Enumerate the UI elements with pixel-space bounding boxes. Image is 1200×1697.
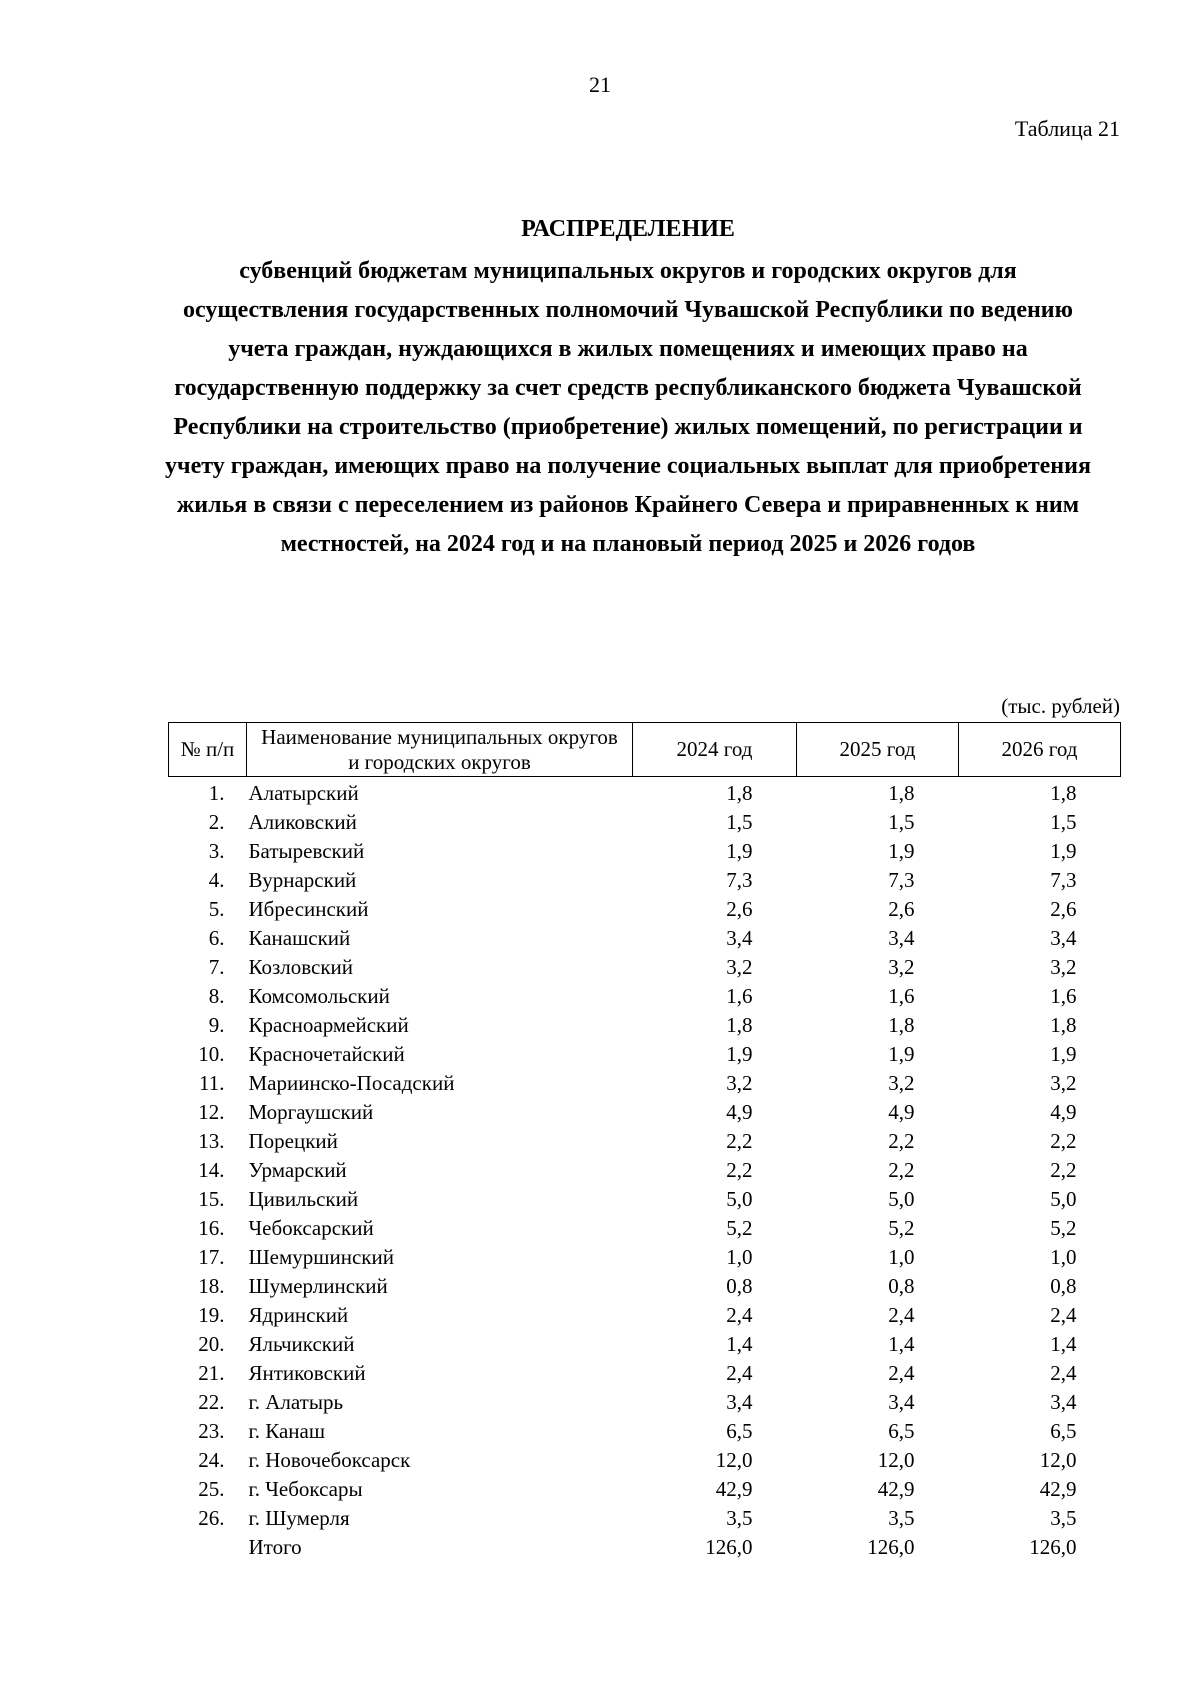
value-2025: 2,2	[888, 1129, 915, 1153]
row-number: 24.	[198, 1448, 225, 1472]
table-row	[169, 1156, 1121, 1185]
value-2026: 1,9	[1050, 1042, 1077, 1066]
value-2025: 6,5	[888, 1419, 915, 1443]
table-row	[169, 808, 1121, 837]
value-2024: 42,9	[715, 1477, 753, 1501]
value-2024: 5,0	[726, 1187, 753, 1211]
value-2026: 1,8	[1050, 1013, 1077, 1037]
row-number: 5.	[208, 897, 225, 921]
table-row	[169, 1011, 1121, 1040]
row-number: 26.	[198, 1506, 225, 1530]
value-2025: 1,8	[888, 781, 915, 805]
municipality-name: Комсомольский	[248, 984, 390, 1008]
row-number: 1.	[208, 781, 225, 805]
value-2026: 1,8	[1050, 781, 1077, 805]
row-number: 18.	[198, 1274, 225, 1298]
row-number: 3.	[208, 839, 225, 863]
document-subtitle: субвенций бюджетам муниципальных округов и городских округов для осуществления государственных полномочий Чувашской Республики по ведению учета граждан, нуждающихся в жилых помещениях и имеющих право на государственную поддержку за счет средств республиканского бюджета Чувашской Республики на строительство (приобретение) жилых помещений, по регистрации и учету граждан, имеющих право на получение социальных выплат для приобретения жилья в связи с переселением из районов Крайнего Севера и приравненных к ним местностей, на 2024 год и на плановый период 2025 и 2026 годов	[165, 258, 1091, 557]
municipality-name: Ядринский	[248, 1303, 349, 1327]
municipality-name: Ибресинский	[248, 897, 369, 921]
value-2024: 2,6	[726, 897, 753, 921]
value-2024: 1,8	[726, 1013, 753, 1037]
value-2025: 7,3	[888, 868, 915, 892]
value-2024: 1,5	[726, 810, 753, 834]
municipality-name: Красноармейский	[248, 1013, 409, 1037]
value-2025: 42,9	[877, 1477, 915, 1501]
value-2026: 12,0	[1039, 1448, 1077, 1472]
municipality-name: Вурнарский	[248, 868, 357, 892]
municipality-name: Канашский	[248, 926, 351, 950]
value-2026: 0,8	[1050, 1274, 1077, 1298]
value-2026: 5,0	[1050, 1187, 1077, 1211]
value-2025: 2,6	[888, 897, 915, 921]
value-2024: 0,8	[726, 1274, 753, 1298]
value-2024: 1,6	[726, 984, 753, 1008]
row-number: 16.	[198, 1216, 225, 1240]
value-2024: 3,4	[726, 926, 753, 950]
value-2025: 1,6	[888, 984, 915, 1008]
distribution-table	[168, 722, 1121, 1562]
row-number: 25.	[198, 1477, 225, 1501]
table-row	[169, 1330, 1121, 1359]
value-2025: 3,5	[888, 1506, 915, 1530]
table-row	[169, 895, 1121, 924]
table-label: Таблица 21	[1014, 116, 1120, 141]
municipality-name: Мариинско-Посадский	[248, 1071, 455, 1095]
table-body	[169, 777, 1121, 1563]
value-2026: 3,5	[1050, 1506, 1077, 1530]
value-2025: 1,0	[888, 1245, 915, 1269]
value-2024: 5,2	[726, 1216, 753, 1240]
municipality-name: Козловский	[248, 955, 354, 979]
value-2026: 1,6	[1050, 984, 1077, 1008]
row-number: 17.	[198, 1245, 225, 1269]
value-2024: 1,9	[726, 1042, 753, 1066]
document-title: РАСПРЕДЕЛЕНИЕ	[521, 216, 735, 242]
row-number: 12.	[198, 1100, 225, 1124]
value-2024: 3,4	[726, 1390, 753, 1414]
municipality-name: Батыревский	[248, 839, 365, 863]
municipality-name: Моргаушский	[248, 1100, 374, 1124]
table-row	[169, 982, 1121, 1011]
value-2026: 3,4	[1050, 926, 1077, 950]
row-number: 20.	[198, 1332, 225, 1356]
municipality-name: Шемуршинский	[248, 1245, 394, 1269]
header-name: Наименование муниципальных округов и городских округов	[247, 723, 633, 777]
table-row	[169, 1098, 1121, 1127]
value-2024: 2,4	[726, 1361, 753, 1385]
municipality-name: Алатырский	[248, 781, 359, 805]
table-row	[169, 1214, 1121, 1243]
value-2026: 1,9	[1050, 839, 1077, 863]
value-2026: 126,0	[1029, 1535, 1077, 1559]
row-number: 15.	[198, 1187, 225, 1211]
table-row	[169, 953, 1121, 982]
header-2024: 2024 год	[633, 723, 797, 777]
value-2024: 3,2	[726, 1071, 753, 1095]
value-2024: 1,0	[726, 1245, 753, 1269]
value-2026: 2,2	[1050, 1158, 1077, 1182]
row-number: 19.	[198, 1303, 225, 1327]
value-2026: 3,2	[1050, 955, 1077, 979]
row-number: 2.	[208, 810, 225, 834]
row-number: 21.	[198, 1361, 225, 1385]
municipality-name: Чебоксарский	[248, 1216, 374, 1240]
value-2025: 1,9	[888, 839, 915, 863]
value-2025: 126,0	[867, 1535, 915, 1559]
header-2025: 2025 год	[797, 723, 959, 777]
table-row	[169, 777, 1121, 809]
municipality-name: Итого	[248, 1535, 302, 1559]
row-number: 8.	[208, 984, 225, 1008]
value-2024: 126,0	[705, 1535, 753, 1559]
row-number	[169, 1533, 247, 1562]
value-2025: 5,2	[888, 1216, 915, 1240]
value-2024: 6,5	[726, 1419, 753, 1443]
table-row	[169, 1417, 1121, 1446]
value-2026: 1,4	[1050, 1332, 1077, 1356]
table-row	[169, 1127, 1121, 1156]
value-2024: 1,4	[726, 1332, 753, 1356]
row-number: 23.	[198, 1419, 225, 1443]
value-2025: 1,4	[888, 1332, 915, 1356]
value-2025: 3,4	[888, 926, 915, 950]
municipality-name: г. Чебоксары	[248, 1477, 363, 1501]
value-2025: 3,2	[888, 955, 915, 979]
table-row	[169, 1504, 1121, 1533]
municipality-name: г. Канаш	[248, 1419, 326, 1443]
table-row	[169, 1185, 1121, 1214]
row-number: 6.	[208, 926, 225, 950]
municipality-name: г. Новочебоксарск	[248, 1448, 411, 1472]
municipality-name: Красночетайский	[248, 1042, 405, 1066]
row-number: 11.	[199, 1071, 225, 1095]
row-number: 4.	[208, 868, 225, 892]
municipality-name: г. Шумерля	[248, 1506, 350, 1530]
header-num: № п/п	[169, 723, 247, 777]
units-label: (тыс. рублей)	[1001, 694, 1120, 718]
value-2026: 6,5	[1050, 1419, 1077, 1443]
table-row	[169, 837, 1121, 866]
value-2025: 2,4	[888, 1361, 915, 1385]
table-row	[169, 924, 1121, 953]
value-2025: 12,0	[877, 1448, 915, 1472]
table-row	[169, 866, 1121, 895]
value-2026: 1,5	[1050, 810, 1077, 834]
row-number: 22.	[198, 1390, 225, 1414]
header-2026: 2026 год	[959, 723, 1121, 777]
value-2026: 2,6	[1050, 897, 1077, 921]
value-2025: 2,2	[888, 1158, 915, 1182]
municipality-name: Шумерлинский	[248, 1274, 388, 1298]
table-row	[169, 1301, 1121, 1330]
value-2024: 7,3	[726, 868, 753, 892]
municipality-name: Аликовский	[248, 810, 357, 834]
municipality-name: Цивильский	[248, 1187, 359, 1211]
value-2026: 2,4	[1050, 1361, 1077, 1385]
municipality-name: г. Алатырь	[248, 1390, 344, 1414]
value-2024: 3,5	[726, 1506, 753, 1530]
municipality-name: Порецкий	[248, 1129, 338, 1153]
value-2026: 3,4	[1050, 1390, 1077, 1414]
value-2026: 3,2	[1050, 1071, 1077, 1095]
value-2026: 7,3	[1050, 868, 1077, 892]
table-row	[169, 1475, 1121, 1504]
value-2024: 2,2	[726, 1129, 753, 1153]
table-row	[169, 1446, 1121, 1475]
value-2024: 4,9	[726, 1100, 753, 1124]
value-2025: 2,4	[888, 1303, 915, 1327]
table-row	[169, 1388, 1121, 1417]
value-2026: 5,2	[1050, 1216, 1077, 1240]
table-header-row	[169, 723, 1121, 777]
value-2024: 1,9	[726, 839, 753, 863]
value-2025: 5,0	[888, 1187, 915, 1211]
row-number: 10.	[198, 1042, 225, 1066]
value-2024: 12,0	[715, 1448, 753, 1472]
value-2026: 4,9	[1050, 1100, 1077, 1124]
value-2026: 1,0	[1050, 1245, 1077, 1269]
row-number: 7.	[208, 955, 225, 979]
value-2025: 1,5	[888, 810, 915, 834]
value-2026: 2,4	[1050, 1303, 1077, 1327]
value-2024: 1,8	[726, 781, 753, 805]
value-2025: 4,9	[888, 1100, 915, 1124]
table-row	[169, 1243, 1121, 1272]
value-2025: 1,9	[888, 1042, 915, 1066]
page-number: 21	[589, 72, 611, 97]
total-row	[169, 1533, 1121, 1562]
municipality-name: Яльчикский	[248, 1332, 355, 1356]
value-2026: 42,9	[1039, 1477, 1077, 1501]
value-2025: 3,4	[888, 1390, 915, 1414]
table-row	[169, 1069, 1121, 1098]
table-row	[169, 1040, 1121, 1069]
value-2025: 3,2	[888, 1071, 915, 1095]
value-2024: 2,2	[726, 1158, 753, 1182]
row-number: 13.	[198, 1129, 225, 1153]
table-row	[169, 1359, 1121, 1388]
row-number: 14.	[198, 1158, 225, 1182]
value-2026: 2,2	[1050, 1129, 1077, 1153]
value-2024: 3,2	[726, 955, 753, 979]
row-number: 9.	[208, 1013, 225, 1037]
municipality-name: Урмарский	[248, 1158, 347, 1182]
value-2025: 0,8	[888, 1274, 915, 1298]
value-2024: 2,4	[726, 1303, 753, 1327]
table-row	[169, 1272, 1121, 1301]
value-2025: 1,8	[888, 1013, 915, 1037]
municipality-name: Янтиковский	[248, 1361, 366, 1385]
